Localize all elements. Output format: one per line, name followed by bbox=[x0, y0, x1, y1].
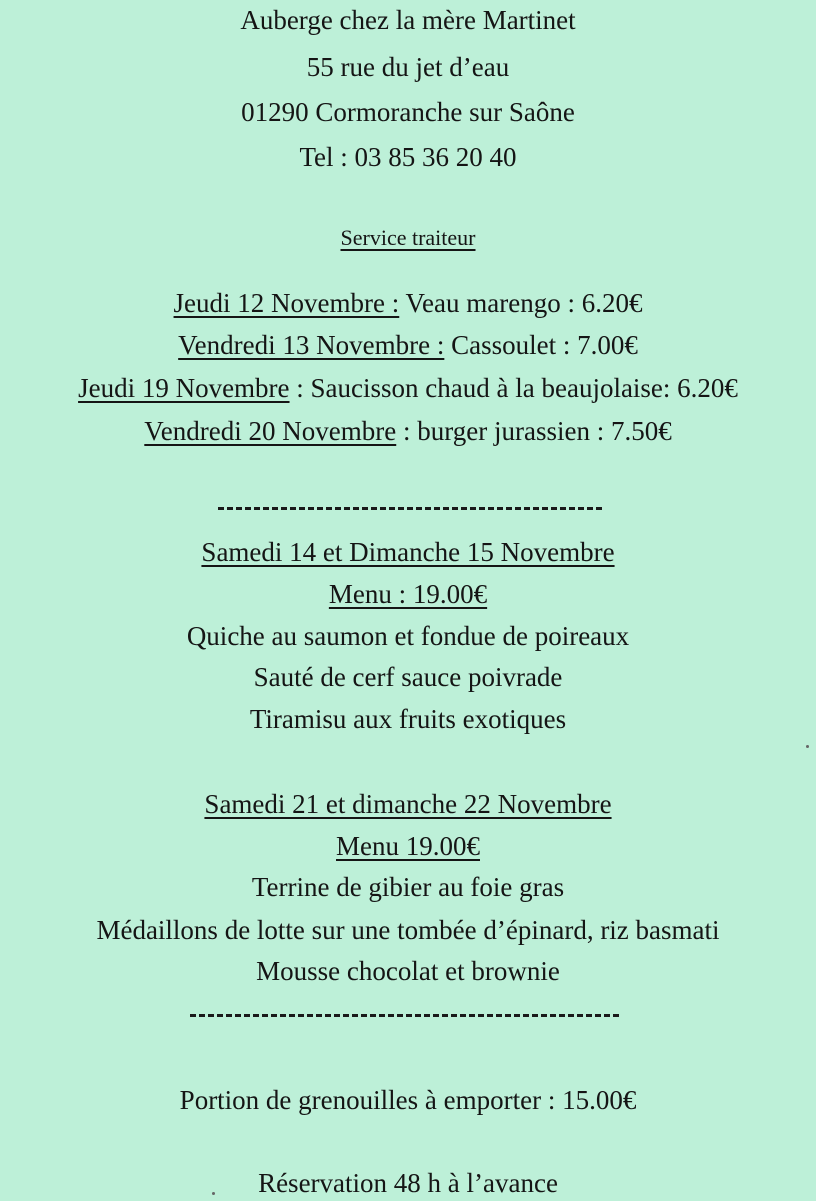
restaurant-name: Auberge chez la mère Martinet bbox=[240, 5, 576, 35]
street-address: 55 rue du jet d’eau bbox=[306, 52, 510, 82]
divider bbox=[190, 1014, 622, 1017]
traiteur-dish: : burger jurassien : 7.50€ bbox=[396, 416, 672, 446]
menu2-price bbox=[0, 828, 816, 864]
frogs-offer: Portion de grenouilles à emporter : 15.00€ bbox=[179, 1085, 637, 1115]
menu1-price-text: Menu : 19.00€ bbox=[328, 579, 488, 609]
traiteur-item bbox=[0, 285, 816, 321]
traiteur-dish: Veau marengo : 6.20€ bbox=[399, 288, 643, 318]
reservation-note: Réservation 48 h à l’avance bbox=[258, 1168, 558, 1198]
menu2-price-text: Menu 19.00€ bbox=[336, 831, 480, 861]
menu1-title bbox=[0, 534, 816, 570]
traiteur-item bbox=[0, 327, 816, 363]
menu1-price bbox=[0, 576, 816, 612]
traiteur-dish: Cassoulet : 7.00€ bbox=[444, 330, 638, 360]
menu2-course: Médaillons de lotte sur une tombée d’épinard, riz basmati bbox=[96, 915, 720, 945]
traiteur-dish: : Saucisson chaud à la beaujolaise: 6.20€ bbox=[289, 373, 738, 403]
traiteur-date: Jeudi 19 Novembre bbox=[78, 373, 290, 403]
menu2-course: Mousse chocolat et brownie bbox=[256, 956, 560, 986]
menu2-title bbox=[0, 786, 816, 822]
traiteur-item bbox=[0, 413, 816, 449]
divider bbox=[218, 507, 602, 510]
menu1-course: Sauté de cerf sauce poivrade bbox=[253, 662, 563, 692]
section-title-traiteur bbox=[0, 220, 816, 256]
menu1-course: Quiche au saumon et fondue de poireaux bbox=[186, 621, 630, 651]
paper-speck bbox=[806, 745, 809, 748]
traiteur-date: Vendredi 13 Novembre : bbox=[178, 330, 445, 360]
menu2-course: Terrine de gibier au foie gras bbox=[251, 872, 565, 902]
menu2-title-text: Samedi 21 et dimanche 22 Novembre bbox=[204, 789, 612, 819]
traiteur-date: Jeudi 12 Novembre : bbox=[173, 288, 400, 318]
city-address: 01290 Cormoranche sur Saône bbox=[241, 97, 575, 127]
traiteur-item bbox=[0, 370, 816, 406]
traiteur-title-text: Service traiteur bbox=[340, 225, 476, 250]
paper-speck bbox=[212, 1192, 215, 1195]
menu1-course: Tiramisu aux fruits exotiques bbox=[249, 704, 567, 734]
traiteur-date: Vendredi 20 Novembre bbox=[144, 416, 397, 446]
menu1-title-text: Samedi 14 et Dimanche 15 Novembre bbox=[201, 537, 615, 567]
phone-number: Tel : 03 85 36 20 40 bbox=[299, 142, 517, 172]
